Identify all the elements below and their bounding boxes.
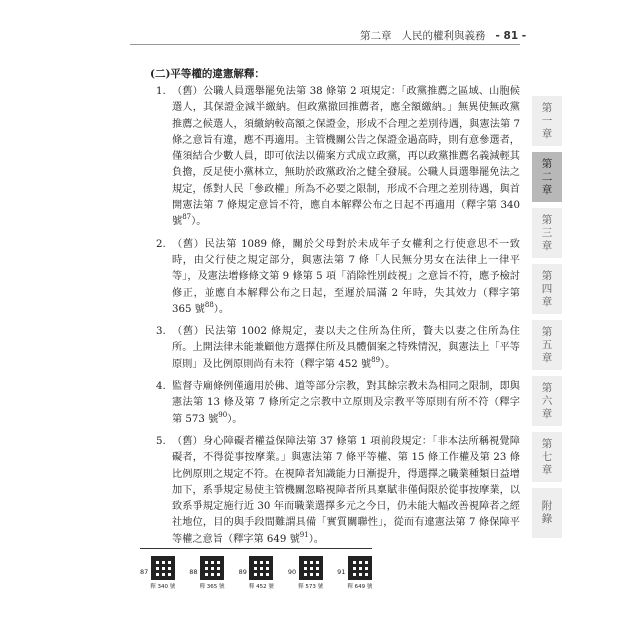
footnote-qr[interactable]: 88 釋 365 號 [189, 556, 224, 590]
tab-chapter-4[interactable]: 第 四 章 [532, 264, 562, 314]
tab-chapter-3[interactable]: 第 三 章 [532, 208, 562, 258]
page-number: - 81 - [495, 30, 527, 42]
tab-chapter-5[interactable]: 第 五 章 [532, 320, 562, 370]
header-divider [130, 44, 520, 45]
header-chapter: 第二章 [360, 30, 392, 42]
tab-chapter-2[interactable]: 第 二 章 [532, 152, 562, 202]
footnote-qr[interactable]: 89 釋 452 號 [239, 556, 274, 590]
footnote-ref[interactable]: 91 [299, 530, 309, 539]
footnote-ref[interactable]: 88 [204, 300, 214, 309]
list-item: 4. 監督寺廟條例僅適用於佛、道等部分宗教，對其餘宗教未為相同之限制，即與憲法第 13 條及第 7 條所定之宗教中立原則及宗教平等原則有所不符（釋字第 573 號$^{90}$）。 [156, 381, 520, 425]
footnote-qr[interactable]: 87 釋 340 號 [140, 556, 175, 590]
qr-code-icon [348, 556, 372, 580]
footnote-qr-codes [140, 556, 372, 590]
tab-chapter-6[interactable]: 第 六 章 [532, 376, 562, 426]
footnote-qr[interactable]: 90 釋 573 號 [288, 556, 323, 590]
tab-chapter-1[interactable]: 第 一 章 [532, 96, 562, 146]
list-item: 3. （舊）民法第 1002 條規定，妻以夫之住所為住所，贅夫以妻之住所為住所。上開法律未能兼顧他方選擇住所及具體個案之特殊情況，與憲法上「平等原則」及比例原則尚有未符（釋字第 452 號$^{89}$）。 [156, 326, 520, 370]
list-item: 2. （舊）民法第 1089 條，關於父母對於未成年子女權利之行使意思不一致時，由父行使之規定部分，與憲法第 7 條「人民無分男女在法律上一律平等」，及憲法增修條文第 9 條第 5 項「消除性別歧視」之意旨不符，應予檢討修正，並應自本解釋公布之日起，至遲於屆滿 2 年時，失其效力（釋字第 365 號$^{88}$）。 [156, 238, 520, 315]
running-header [360, 28, 527, 43]
footnote-qr[interactable]: 91 釋 649 號 [337, 556, 372, 590]
list-item: 5. （舊）身心障礙者權益保障法第 37 條第 1 項前段規定：「非本法所稱視覺障礙者，不得從事按摩業。」與憲法第 7 條平等權、第 15 條工作權及第 23 條比例原則之規定不符。在視障者知識能力日漸提升，得選擇之職業種類日益增加下，系爭規定易使主管機關忽略視障者所具稟賦非僅侷限於從事按摩業，以致系爭規定施行近 30 年而職業選擇多元之今日，仍未能大幅改善視障者之經社地位，目的與手段間難謂具備「實質關聯性」，從而有違憲法第 7 條保障平等權之意旨（釋字第 649 號$^{91}$）。 [156, 435, 520, 545]
qr-code-icon [299, 556, 323, 580]
chapter-tabs [532, 96, 562, 544]
section-title: (二)平等權的違憲解釋： [150, 68, 265, 80]
header-title: 人民的權利與義務 [401, 30, 486, 42]
tab-chapter-7[interactable]: 第 七 章 [532, 432, 562, 482]
qr-code-icon [200, 556, 224, 580]
qr-code-icon [249, 556, 273, 580]
footnote-ref[interactable]: 89 [371, 355, 381, 364]
footnote-divider [140, 548, 372, 549]
qr-code-icon [151, 556, 175, 580]
list-item: 1. （舊）公職人員選舉罷免法第 38 條第 2 項規定：「政黨推薦之區域、山胞候選人，其保證金減半繳納。但政黨撤回推薦者，應全額繳納。」無異使無政黨推薦之候選人，須繳納較高額之保證金，形成不合理之差別待遇，與憲法第 7 條之意旨有違，應不再適用。主管機關公告之保證金過高時，則有意參選者，僅須結合少數人員，即可依法以備案方式成立政黨，再以政黨推薦名義減輕其負擔，反足使小黨林立，無助於政黨政治之健全發展。公職人員選舉罷免法之規定，係對人民「參政權」所為不必要之限制，形成不合理之差別待遇，與首開憲法第 7 條規定意旨不符，應自本解釋公布之日起不再適用（釋字第 340 號$^{87}$）。 [156, 86, 520, 228]
tab-appendix[interactable]: 附 錄 [532, 488, 562, 538]
footnote-ref[interactable]: 90 [218, 410, 228, 419]
interpretation-list [156, 84, 520, 554]
footnote-ref[interactable]: 87 [182, 213, 192, 222]
